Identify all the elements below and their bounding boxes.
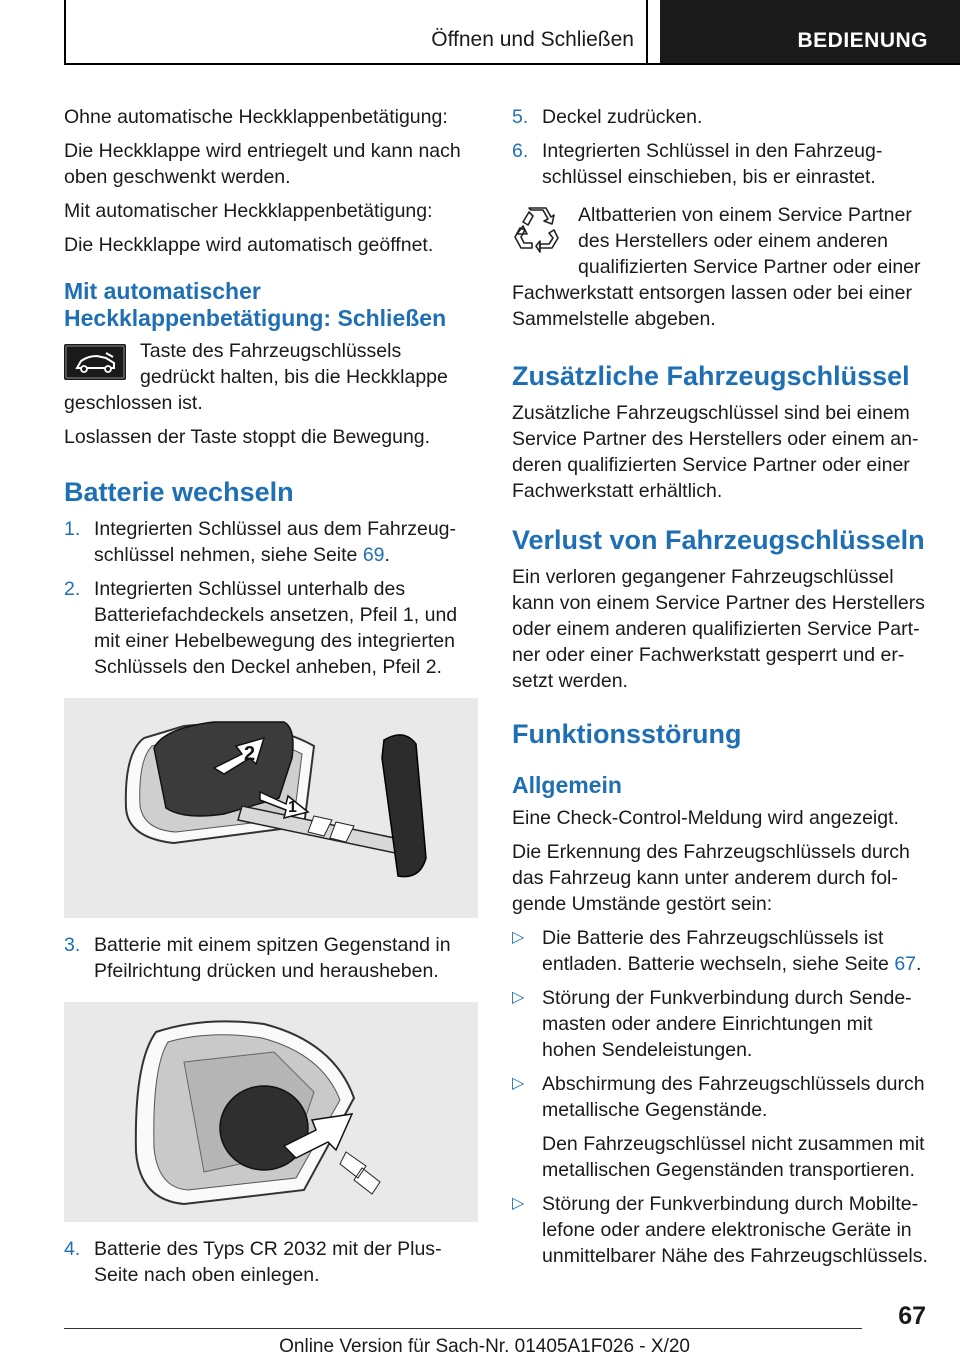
step-5-number: 5.	[512, 106, 529, 128]
step-1-number: 1.	[64, 518, 81, 540]
fault-cause-radio-masts-text: Störung der Funkverbindung durch Sendemasten oder andere Einrichtungen mit hohen Sendeleistungen.	[542, 987, 912, 1061]
fault-cause-radio-masts	[512, 985, 932, 1063]
paragraph-without-auto: Ohne automatische Heckklappenbetätigung:	[64, 106, 448, 128]
step-5	[512, 104, 932, 130]
bullet-triangle-icon: ▷	[512, 1075, 525, 1092]
heading-general: Allgemein	[512, 772, 622, 798]
step-5-text: Deckel zudrücken.	[542, 106, 703, 128]
general-text-2: Die Erkennung des Fahrzeugschlüssels durch das Fahrzeug kann unter anderem durch folgende Umstände gestört sein:	[512, 841, 910, 915]
step-3-number: 3.	[64, 934, 81, 956]
key-loss-text: Ein verloren gegangener Fahrzeugschlüssel kann von einem Service Partner des Herstellers oder einem anderen qualifizierten Service Partner oder einer Fachwerkstatt gesperrt und ersetzt werden.	[512, 566, 925, 692]
general-text-1: Eine Check-Control-Meldung wird angezeigt.	[512, 807, 899, 829]
fault-cause-mobile-phones	[512, 1191, 932, 1269]
step-3	[64, 932, 478, 984]
step-1-page-link[interactable]: 69	[362, 544, 385, 566]
arrow-1-label: 1	[288, 799, 297, 816]
paragraph-with-auto: Mit automatischer Heckklappenbetätigung:	[64, 200, 433, 222]
fault-cause-battery-text: Die Batterie des Fahrzeugschlüssels ist entladen. Batterie wechseln, siehe Seite	[542, 927, 895, 975]
fault-cause-mobile-phones-text: Störung der Funkverbindung durch Mobiltelefone oder andere elektronische Geräte in unmittelbarer Nähe des Fahrzeugschlüssels.	[542, 1193, 928, 1267]
step-4	[64, 1236, 478, 1288]
recycle-note	[512, 202, 932, 332]
step-4-number: 4.	[64, 1238, 81, 1260]
key-cover-illustration	[64, 698, 478, 918]
fault-cause-battery-end: .	[916, 953, 922, 975]
recycle-note-text: Altbatterien von einem Service Partner des Herstellers oder einem anderen qualifizierten Service Partner oder einer Fachwerkstatt entsorgen lassen oder bei einer Sammelstelle abgeben.	[512, 204, 921, 330]
header-bottom-rule	[64, 63, 960, 65]
release-text: Loslassen der Taste stoppt die Bewegung.	[64, 426, 431, 448]
fault-cause-shielding	[512, 1071, 932, 1183]
header-section-title: Öffnen und Schließen	[431, 28, 634, 51]
right-column	[512, 104, 932, 1277]
bullet-triangle-icon: ▷	[512, 989, 525, 1006]
step-1	[64, 516, 478, 568]
heading-auto-close: Mit automatischer Heckklappenbetätigung: Schließen	[64, 278, 447, 331]
step-2	[64, 576, 478, 680]
battery-steps-d	[512, 104, 932, 190]
battery-removal-illustration	[64, 1002, 478, 1222]
step-6-text: Integrierten Schlüssel in den Fahrzeugschlüssel einschieben, bis er einrastet.	[542, 140, 883, 188]
step-6	[512, 138, 932, 190]
heading-battery: Batterie wechseln	[64, 477, 294, 507]
close-instruction-text: Taste des Fahrzeugschlüssels gedrückt halten, bis die Heckklappe geschlossen ist.	[64, 340, 448, 414]
tailgate-button-icon	[64, 344, 126, 380]
battery-steps-b	[64, 932, 478, 984]
close-instruction	[64, 338, 478, 416]
fault-cause-shielding-sub: Den Fahrzeugschlüssel nicht zusammen mit metallischen Gegenständen transportieren.	[542, 1133, 925, 1181]
bullet-triangle-icon: ▷	[512, 929, 525, 946]
heading-key-loss: Verlust von Fahrzeugschlüsseln	[512, 525, 925, 555]
online-version-note: Online Version für Sach-Nr. 01405A1F026 - X/20	[279, 1336, 690, 1357]
page-number: 67	[898, 1302, 926, 1330]
figure-key-cover	[64, 698, 478, 918]
fault-causes-list	[512, 925, 932, 1269]
step-1-text: Integrierten Schlüssel aus dem Fahrzeugschlüssel nehmen, siehe Seite	[94, 518, 457, 566]
fault-cause-shielding-text: Abschirmung des Fahrzeugschlüssels durch metallische Gegenstände.	[542, 1073, 925, 1121]
recycle-icon	[512, 204, 562, 254]
step-4-text: Batterie des Typs CR 2032 mit der PlusSeite nach oben einlegen.	[94, 1238, 442, 1286]
header-chapter	[660, 0, 960, 63]
step-2-number: 2.	[64, 578, 81, 600]
paragraph-auto-open: Die Heckklappe wird automatisch geöffnet.	[64, 234, 434, 256]
figure-battery-removal	[64, 1002, 478, 1222]
step-6-number: 6.	[512, 140, 529, 162]
extra-keys-text: Zusätzliche Fahrzeugschlüssel sind bei einem Service Partner des Herstellers oder einem anderen qualifizierten Service Partner oder einer Fachwerkstatt erhältlich.	[512, 402, 919, 502]
fault-cause-page-link[interactable]: 67	[894, 953, 917, 975]
left-column	[64, 104, 478, 1296]
fault-cause-battery	[512, 925, 932, 977]
header-section	[66, 0, 648, 63]
footer-rule	[64, 1328, 862, 1329]
header-chapter-title: BEDIENUNG	[797, 29, 928, 52]
arrow-2-label: 2	[244, 743, 256, 765]
step-2-text: Integrierten Schlüssel unterhalb des Batteriefachdeckels ansetzen, Pfeil 1, und mit einer Hebelbewegung des integrierten Schlüssels den Deckel anheben, Pfeil 2.	[94, 578, 458, 678]
step-3-text: Batterie mit einem spitzen Gegenstand in Pfeilrichtung drücken und herausheben.	[94, 934, 451, 982]
bullet-triangle-icon: ▷	[512, 1195, 525, 1212]
heading-extra-keys: Zusätzliche Fahrzeugschlüssel	[512, 361, 910, 391]
battery-steps-c	[64, 1236, 478, 1288]
paragraph-unlocked: Die Heckklappe wird entriegelt und kann nach oben geschwenkt werden.	[64, 140, 461, 188]
step-1-end: .	[384, 544, 390, 566]
battery-steps-a	[64, 516, 478, 680]
heading-malfunction: Funktionsstörung	[512, 719, 742, 749]
